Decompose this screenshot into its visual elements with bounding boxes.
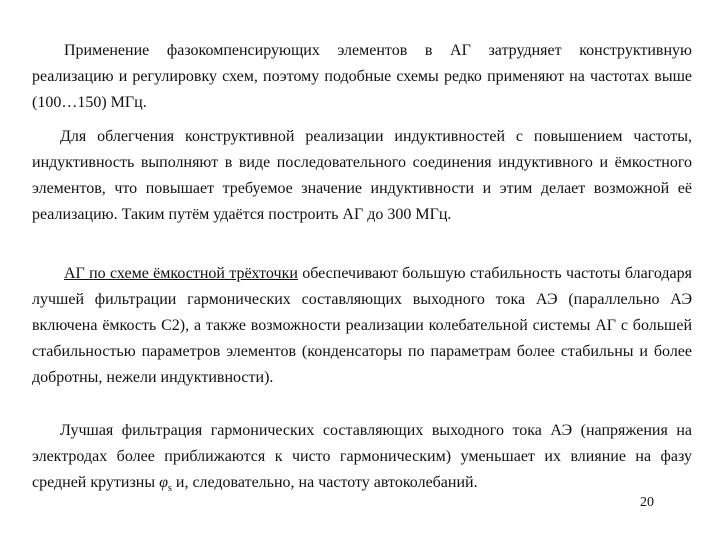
page-number: 20 xyxy=(640,495,654,510)
paragraph-inductance-realization: Для облегчения конструктивной реализации индуктивностей с повышением частоты, индуктивность выполняют в виде последовательного соединения индуктивного и ёмкостного элементов, что повышает требуемое значение индуктивности и этим делает возможной её реализацию. Таким путём удаётся построить АГ до 300 МГц. xyxy=(32,128,692,223)
phi-subscript: s xyxy=(167,483,172,495)
paragraph-text: и, следовательно, на частоту автоколебаний. xyxy=(171,474,478,491)
paragraph-phase-compensation: Применение фазокомпенсирующих элементов в АГ затрудняет конструктивную реализацию и регулировку схем, поэтому подобные схемы редко применяют на частотах выше (100…150) МГц. xyxy=(32,42,692,111)
paragraph-text: Лучшая фильтрация гармонических составляющих выходного тока АЭ (напряжения на электродах более приближаются к чисто гармоническим) уменьшает их влияние на фазу средней крутизны xyxy=(32,422,692,491)
paragraph-text: обеспечивают большую стабильность частоты благодаря лучшей фильтрации гармонических составляющих выходного тока АЭ (параллельно АЭ включена ёмкость С2), а также возможности реализации колебательной системы АГ с большей стабильностью параметров элементов (конденсаторы по параметрам более стабильны и более добротны, нежели индуктивности). xyxy=(32,265,692,386)
paragraph-harmonic-filtering xyxy=(32,418,692,502)
phi-symbol: φ xyxy=(159,474,168,491)
paragraph-capacitive-three-point xyxy=(32,261,692,391)
underlined-term: АГ по схеме ёмкостной трёхточки xyxy=(64,265,298,282)
